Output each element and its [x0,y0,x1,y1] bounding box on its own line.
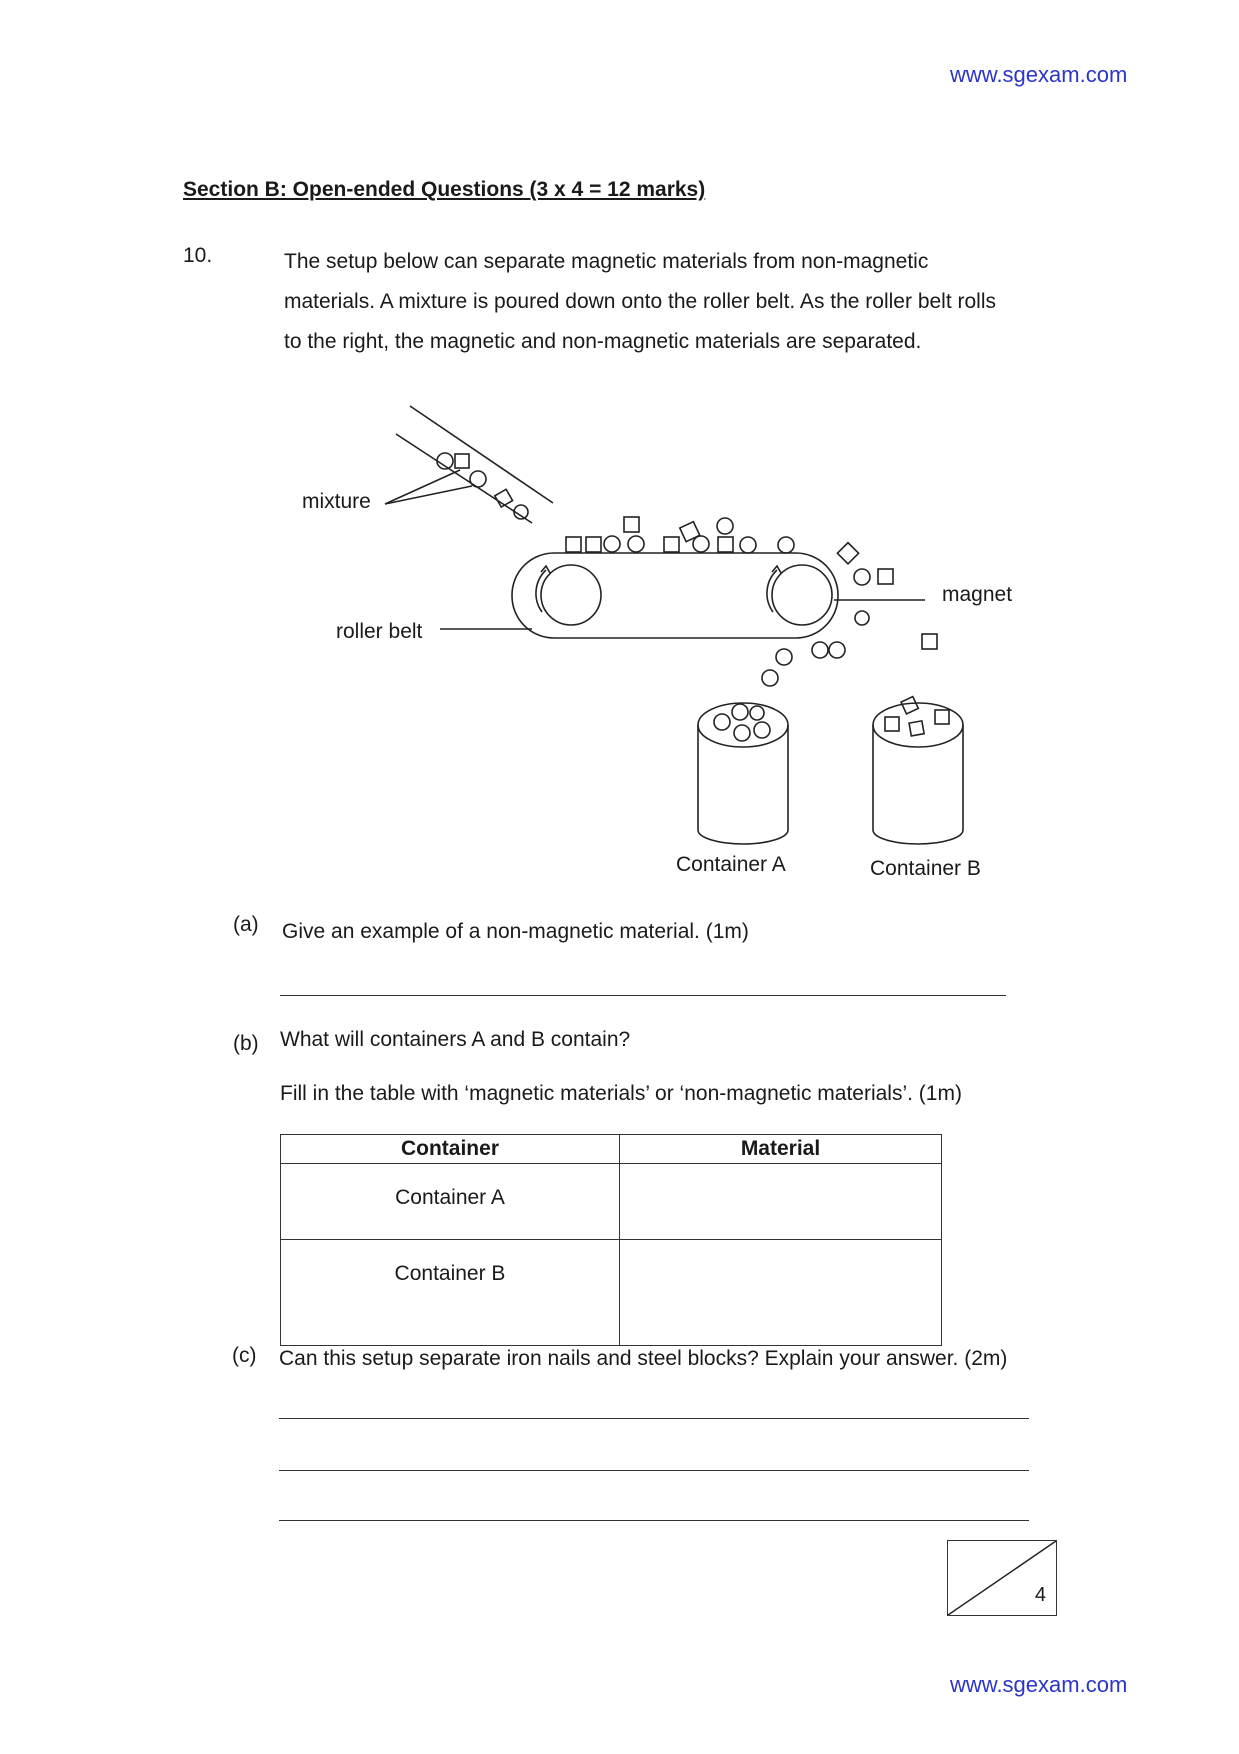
cell-material-a[interactable] [620,1164,942,1240]
answer-line[interactable] [279,1470,1029,1471]
block [664,537,679,552]
ball [854,569,870,585]
magnet-label: magnet [942,583,1013,606]
cell-container-b: Container B [281,1240,620,1346]
cell-container-a: Container A [281,1164,620,1240]
falling-ball [829,642,845,658]
container-b-label: Container B [870,857,981,880]
falling-ball [762,670,778,686]
block [624,517,639,532]
part-c-question: Can this setup separate iron nails and steel blocks? Explain your answer. (2m) [279,1347,1008,1370]
header-material: Material [620,1135,942,1164]
ball [855,611,869,625]
mixture-pointer [385,470,460,504]
part-c-letter: (c) [232,1344,257,1367]
container-b [873,725,963,844]
table-row [281,1164,942,1240]
materials-table [280,1134,942,1346]
block [837,543,858,564]
chute-upper-edge [410,406,553,503]
cell-material-b[interactable] [620,1240,942,1346]
intro-line: to the right, the magnetic and non-magnetic materials are separated. [284,330,922,353]
container-a [698,725,788,844]
ball [693,536,709,552]
table-header-row [281,1135,942,1164]
falling-ball [812,642,828,658]
block [878,569,893,584]
ball [714,714,730,730]
roller-belt-label: roller belt [336,620,423,643]
right-roller [772,565,832,625]
ball [778,537,794,553]
part-a-letter: (a) [233,913,259,936]
mixture-label: mixture [302,490,371,513]
chute-lower-edge [396,434,532,523]
part-a-question: Give an example of a non-magnetic material. (1m) [282,920,749,943]
roller-belt [512,553,838,638]
ball [732,704,748,720]
total-marks: 4 [1034,1584,1046,1606]
falling-ball [776,649,792,665]
block [901,697,918,714]
ball [754,722,770,738]
block [885,717,899,731]
answer-line[interactable] [280,995,1006,996]
ball [734,725,750,741]
container-a-label: Container A [676,853,786,876]
answer-line[interactable] [279,1520,1029,1521]
part-b-question: What will containers A and B contain? [280,1028,631,1051]
mixture-pointer [385,486,472,504]
block [680,522,700,542]
block [586,537,601,552]
answer-line[interactable] [279,1418,1029,1419]
iron-ball [470,471,486,487]
ball [628,536,644,552]
block [909,721,924,736]
falling-block [922,634,937,649]
intro-line: The setup below can separate magnetic materials from non-magnetic [284,250,929,273]
part-b-letter: (b) [233,1032,259,1055]
site-footer-url[interactable]: www.sgexam.com [950,1672,1128,1697]
steel-block [455,454,469,468]
ball [750,706,764,720]
ball [740,537,756,553]
site-header-url[interactable]: www.sgexam.com [950,62,1128,87]
header-container: Container [281,1135,620,1164]
question-number: 10. [183,244,213,267]
ball [604,536,620,552]
table-row [281,1240,942,1346]
part-b-instruction: Fill in the table with ‘magnetic materials’ or ‘non-magnetic materials’. (1m) [280,1082,962,1105]
block [718,537,733,552]
section-title: Section B: Open-ended Questions (3 x 4 = 12 marks) [183,178,706,201]
ball [717,518,733,534]
left-roller [541,565,601,625]
intro-line: materials. A mixture is poured down onto the roller belt. As the roller belt rolls [284,290,997,313]
marks-box [947,1540,1057,1616]
block [935,710,949,724]
block [566,537,581,552]
